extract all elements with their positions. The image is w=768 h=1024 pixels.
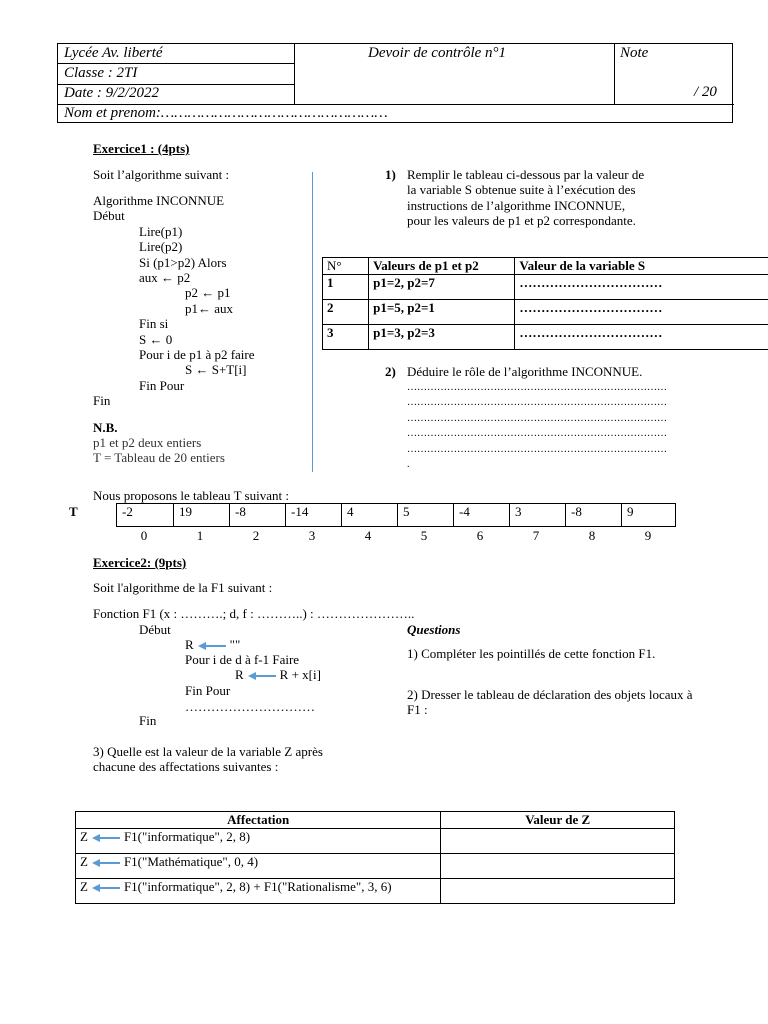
array-cell: -4 — [453, 504, 509, 526]
q1-line: Remplir le tableau ci-dessous par la valeur de — [407, 167, 645, 182]
q1-text — [407, 167, 644, 229]
array-cell: 19 — [173, 504, 229, 526]
table-row — [76, 829, 675, 854]
row-values: p1=3, p2=3 — [369, 325, 515, 350]
for-line: Pour i de d à f-1 Faire — [185, 652, 300, 667]
row-s-answer[interactable]: …………………………… — [515, 275, 768, 300]
array-cell: 9 — [621, 504, 677, 526]
row-values: p1=5, p2=1 — [369, 300, 515, 325]
assign-arrow-icon — [198, 642, 226, 650]
function-body — [139, 622, 171, 637]
nb-line: T = Tableau de 20 entiers — [93, 450, 225, 466]
assign-arrow-icon — [92, 859, 120, 867]
table-row — [76, 854, 675, 879]
date-label: Date : 9/2/2022 — [64, 85, 159, 101]
row-number: 1 — [323, 275, 369, 300]
questions-title: Questions — [407, 622, 461, 637]
exam-title: Devoir de contrôle n°1 — [368, 45, 507, 61]
z-value-cell[interactable] — [441, 829, 675, 854]
q1-line: instructions de l’algorithme INCONNUE, — [407, 197, 626, 213]
array-index: 5 — [420, 528, 428, 543]
ex2-q3 — [93, 744, 323, 775]
table-row — [323, 300, 768, 325]
algo-line: Algorithme INCONNUE — [93, 193, 225, 208]
algo-line: Début — [93, 208, 125, 224]
exercise1-title: Exercice1 : (4pts) — [93, 141, 190, 156]
table-header: Valeur de Z — [441, 812, 675, 829]
array-index: 6 — [476, 528, 484, 543]
row-number: 3 — [323, 325, 369, 350]
exercise2-intro: Soit l'algorithme de la F1 suivant : — [93, 580, 273, 595]
algo-line: S ← S+T[i] — [185, 362, 247, 378]
affectation-table — [75, 811, 675, 904]
q1-line: la variable S obtenue suite à l’exécution des — [407, 182, 636, 198]
answer-line[interactable]: …………………………………………………………………… — [407, 412, 667, 424]
nb-line: p1 et p2 deux entiers — [93, 435, 202, 450]
algo-line: Lire(p1) — [139, 223, 183, 239]
t-label: T — [69, 504, 78, 519]
array-cell: -2 — [122, 504, 133, 519]
q2-answer-lines[interactable] — [407, 380, 677, 472]
t-intro: Nous proposons le tableau T suivant : — [93, 488, 289, 503]
algo-line: Pour i de p1 à p2 faire — [139, 347, 255, 363]
algo-line: Lire(p2) — [139, 239, 183, 255]
algo-line: Fin — [93, 393, 111, 409]
class-label: Classe : 2TI — [64, 65, 138, 81]
row-s-answer[interactable]: …………………………… — [515, 325, 768, 350]
algorithm-block — [93, 193, 255, 409]
algo-line: p1← aux — [185, 300, 234, 316]
assign-arrow-icon — [92, 834, 120, 842]
table-header: N° — [323, 258, 369, 275]
assign-arrow-icon — [92, 884, 120, 892]
function-header[interactable]: Fonction F1 (x : ……….; d, f : ………..) : ………………….. — [93, 606, 415, 621]
table-row — [323, 275, 768, 300]
array-index: 2 — [252, 528, 260, 543]
array-index: 3 — [308, 528, 316, 543]
note-label: Note — [620, 45, 649, 61]
affectation-cell: Z F1("informatique", 2, 8) — [76, 829, 441, 854]
table-row — [323, 325, 768, 350]
array-cell: -8 — [565, 504, 621, 526]
answer-line[interactable]: …………………………………………………………………… — [407, 382, 667, 393]
q1-number: 1) — [385, 167, 396, 182]
affectation-cell: Z F1("Mathématique", 0, 4) — [76, 854, 441, 879]
algo-line: Fin si — [139, 316, 169, 332]
algo-line: S ← 0 — [139, 331, 173, 347]
r-update-line: R R + x[i] — [235, 667, 321, 682]
array-index: 1 — [196, 528, 204, 543]
array-index: 4 — [364, 528, 372, 543]
row-values: p1=2, p2=7 — [369, 275, 515, 300]
algo-line: Fin Pour — [139, 377, 185, 393]
nb-title: N.B. — [93, 420, 118, 435]
nb-notes — [93, 435, 225, 466]
table-header: Affectation — [76, 812, 441, 829]
exercise2-title: Exercice2: (9pts) — [93, 555, 187, 570]
array-cell: 5 — [397, 504, 453, 526]
header-box — [57, 43, 733, 123]
q1-line: pour les valeurs de p1 et p2 correspondante. — [407, 213, 636, 229]
table-header: Valeurs de p1 et p2 — [369, 258, 515, 275]
exercise1-intro: Soit l’algorithme suivant : — [93, 167, 230, 182]
array-cell: -8 — [229, 504, 285, 526]
note-total: / 20 — [694, 84, 717, 100]
algo-line: aux ← p2 — [139, 270, 191, 286]
fin-pour-line: Fin Pour — [185, 683, 231, 698]
debut-line: Début — [139, 622, 171, 637]
table-row — [76, 879, 675, 904]
array-index: 9 — [644, 528, 652, 543]
q3-line: chacune des affectations suivantes : — [93, 759, 279, 775]
r-init-line: R "" — [185, 637, 241, 652]
name-field[interactable]: Nom et prenom:…………………………………………… — [64, 105, 388, 121]
row-s-answer[interactable]: …………………………… — [515, 300, 768, 325]
z-value-cell[interactable] — [441, 879, 675, 904]
answer-line[interactable]: …………………………………………………………………… — [407, 397, 667, 409]
algo-line: Si (p1>p2) Alors — [139, 254, 227, 270]
algo-line: p2 ← p1 — [185, 285, 231, 301]
array-index: 7 — [532, 528, 540, 543]
array-index: 0 — [140, 528, 148, 543]
q3-line: 3) Quelle est la valeur de la variable Z après — [93, 744, 323, 759]
assign-arrow-icon — [248, 672, 276, 680]
school-name: Lycée Av. liberté — [64, 45, 163, 61]
array-t — [116, 503, 676, 527]
ex2-q2: 2) Dresser le tableau de déclaration des objets locaux à F1 : — [407, 687, 693, 718]
array-cell: -14 — [285, 504, 341, 526]
missing-line-dots[interactable]: ………………………… — [185, 699, 315, 714]
row-number: 2 — [323, 300, 369, 325]
z-value-cell[interactable] — [441, 854, 675, 879]
q2-number: 2) — [385, 364, 396, 379]
array-indices — [116, 528, 676, 544]
q2-text: Déduire le rôle de l’algorithme INCONNUE. — [407, 364, 643, 379]
column-separator — [312, 172, 313, 472]
answer-line[interactable]: …………………………………………………………………… — [407, 428, 667, 440]
affectation-cell: Z F1("informatique", 2, 8) + F1("Rationalisme", 3, 6) — [76, 879, 441, 904]
fin-line: Fin — [139, 713, 157, 728]
results-table — [322, 257, 768, 350]
array-cell: 4 — [341, 504, 397, 526]
array-cell: 3 — [509, 504, 565, 526]
table-header: Valeur de la variable S — [515, 258, 768, 275]
ex2-q1: 1) Compléter les pointillés de cette fonction F1. — [407, 646, 656, 661]
answer-line[interactable]: …………………………………………………………………… — [407, 443, 667, 455]
array-index: 8 — [588, 528, 596, 543]
answer-line[interactable]: . — [407, 459, 410, 471]
